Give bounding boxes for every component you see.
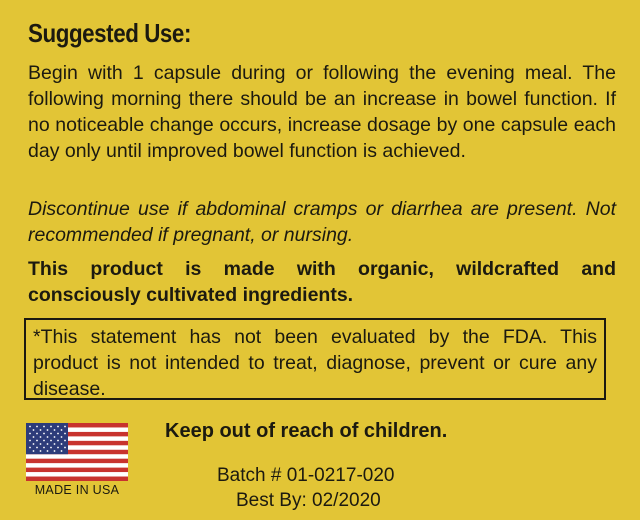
fda-disclaimer-box — [24, 318, 606, 400]
fda-disclaimer-text: *This statement has not been evaluated by the FDA. This product is not intended to treat, diagnose, prevent or cure any disease. — [33, 326, 597, 400]
suggested-use-heading: Suggested Use: — [28, 18, 191, 48]
warning-text: Discontinue use if abdominal cramps or diarrhea are present. Not recommended if pregnant, or nursing. — [28, 198, 616, 246]
made-in-usa-badge — [26, 423, 128, 497]
batch-number: Batch # 01-0217-020 — [217, 465, 395, 486]
suggested-use-text: Begin with 1 capsule during or following the evening meal. The following morning there should be an increase in bowel function. If no noticeable change occurs, increase dosage by one capsule each day only until improved bowel function is achieved. — [28, 62, 616, 162]
keep-out-of-reach-text: Keep out of reach of children. — [165, 420, 448, 442]
best-by-date: Best By: 02/2020 — [236, 490, 381, 511]
organic-statement: This product is made with organic, wildcrafted and consciously cultivated ingredients. — [28, 258, 616, 306]
made-in-usa-text: MADE IN USA — [34, 483, 120, 497]
us-flag-icon — [26, 423, 128, 481]
